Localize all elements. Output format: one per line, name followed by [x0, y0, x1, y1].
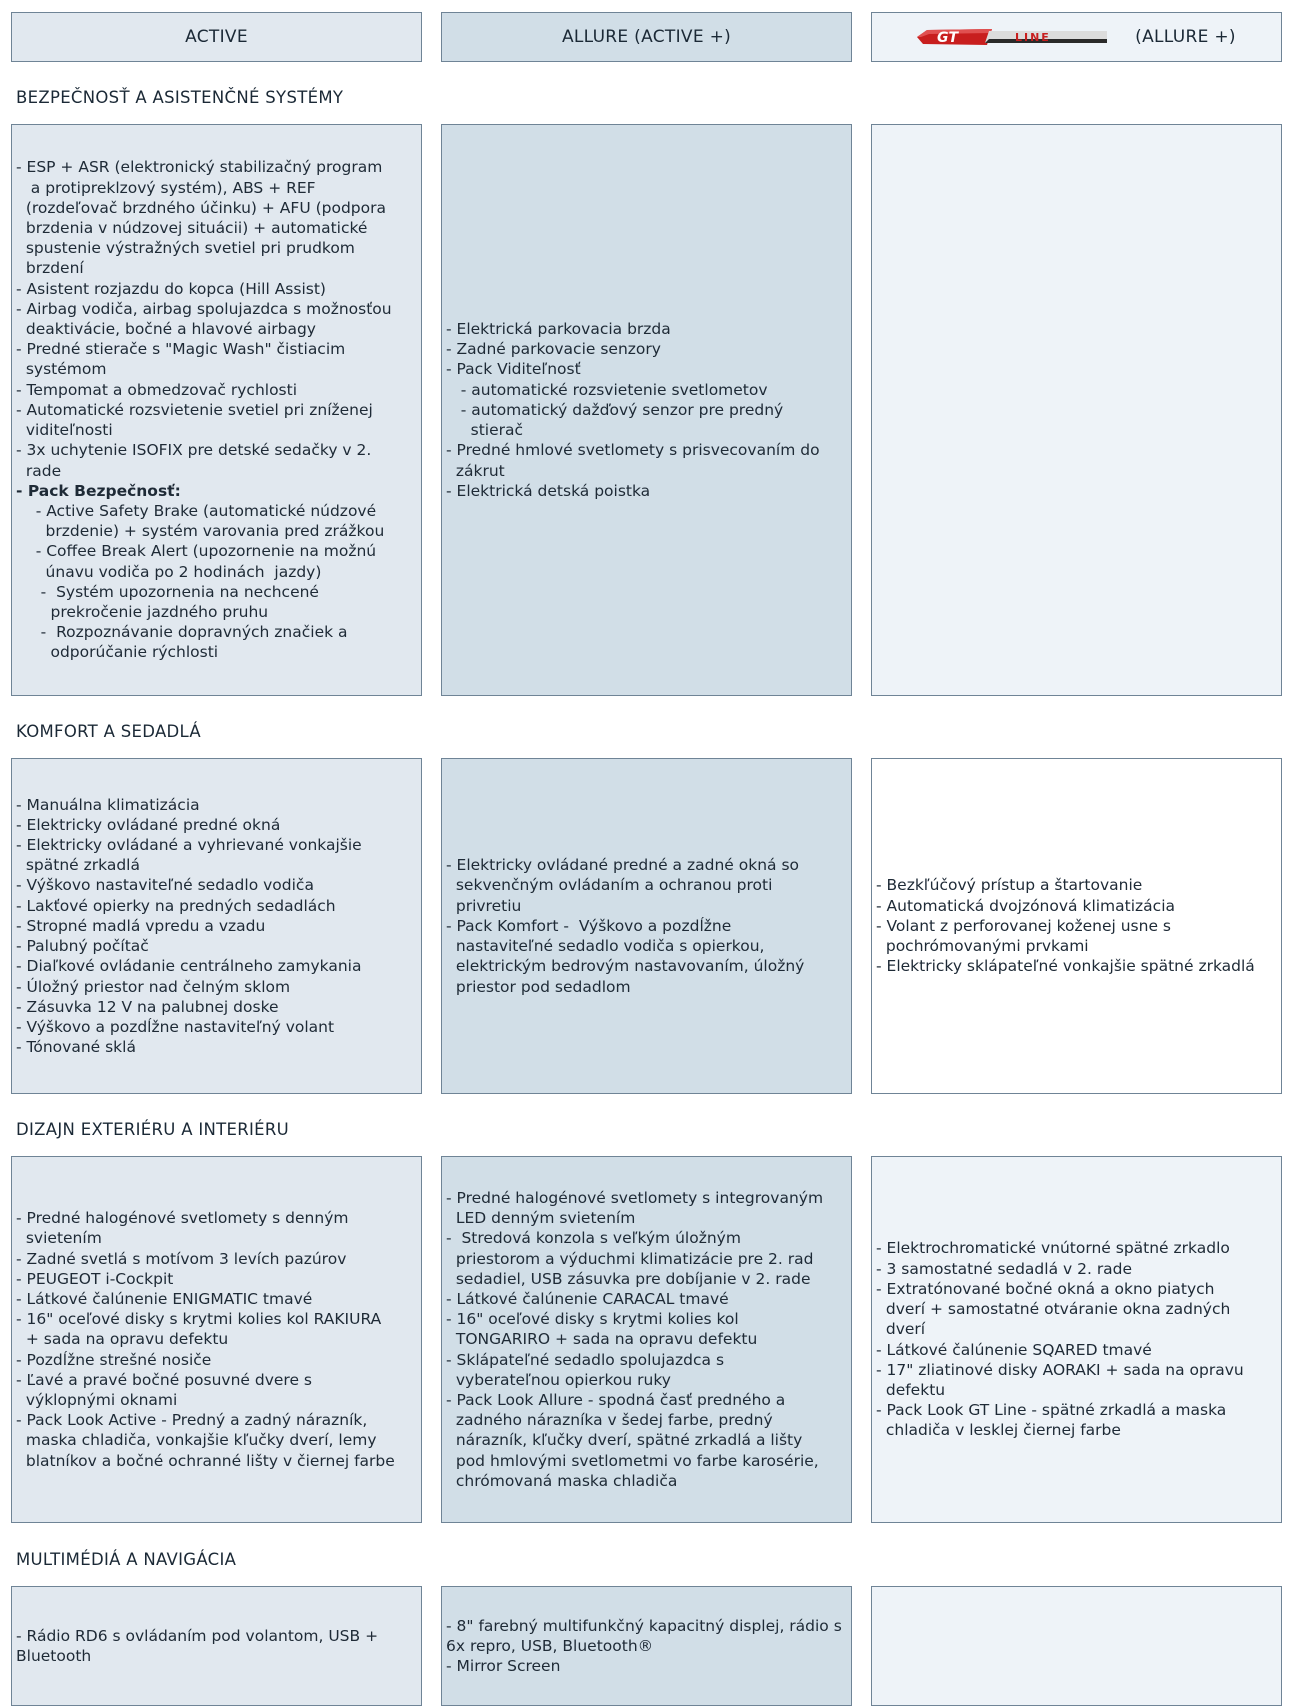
feature-line: - automatické rozsvietenie svetlometov: [446, 380, 768, 399]
safety-allure-cell: [441, 124, 852, 696]
feature-line: (rozdeľovač brzdného účinku) + AFU (podpora: [16, 198, 387, 217]
feature-line: sedadiel, USB zásuvka pre dobíjanie v 2. rade: [446, 1269, 811, 1288]
feature-line: - Rádio RD6 s ovládaním pod volantom, USB +: [16, 1626, 379, 1645]
feature-line: - Výškovo nastaviteľné sedadlo vodiča: [16, 876, 314, 895]
feature-line: - Sklápateľné sedadlo spolujazdca s: [446, 1350, 725, 1369]
feature-line: - Stropné madlá vpredu a vzadu: [16, 916, 266, 935]
column-header-allure: [441, 12, 852, 62]
feature-line: - Zásuvka 12 V na palubnej doske: [16, 997, 279, 1016]
section-title-design: DIZAJN EXTERIÉRU A INTERIÉRU: [16, 1120, 290, 1139]
feature-line: - Tónované sklá: [16, 1038, 136, 1057]
feature-line: - Elektricky ovládané predné a zadné okná so: [446, 856, 800, 875]
svg-text:GT: GT: [937, 30, 959, 46]
multimedia-allure-cell: [441, 1586, 852, 1706]
feature-line: - Automatická dvojzónová klimatizácia: [876, 896, 1175, 915]
feature-line: priestorom a výduchmi klimatizácie pre 2. rad: [446, 1249, 814, 1268]
feature-line: pod hmlovými svetlometmi vo farbe karosérie,: [446, 1451, 819, 1470]
feature-line: TONGARIRO + sada na opravu defektu: [446, 1330, 758, 1349]
feature-line: zákrut: [446, 461, 505, 480]
feature-line: defektu: [876, 1380, 946, 1399]
svg-text:LINE: LINE: [1015, 31, 1051, 44]
feature-line: spustenie výstražných svetiel pri prudkom: [16, 239, 355, 258]
feature-line: zadného nárazníka v šedej farbe, predný: [446, 1411, 773, 1430]
feature-line: elektrickým bedrovým nastavovaním, úložný: [446, 957, 805, 976]
feature-line: - Úložný priestor nad čelným sklom: [16, 977, 291, 996]
feature-line: nastaviteľné sedadlo vodiča s opierkou,: [446, 937, 765, 956]
multimedia-active-cell: [11, 1586, 422, 1706]
feature-line: priestor pod sedadlom: [446, 977, 631, 996]
multimedia-gt-cell: [871, 1586, 1282, 1706]
feature-line: - Elektrochromatické vnútorné spätné zrkadlo: [876, 1239, 1230, 1258]
column-header-gt-line: [871, 12, 1282, 62]
feature-line: - Diaľkové ovládanie centrálneho zamykania: [16, 957, 362, 976]
feature-line: - Manuálna klimatizácia: [16, 795, 200, 814]
feature-line: - Predné halogénové svetlomety s denným: [16, 1209, 349, 1228]
feature-line: - Predné stierače s "Magic Wash" čistiacim: [16, 340, 346, 359]
feature-line: vyberateľnou opierkou ruky: [446, 1370, 671, 1389]
section-title-safety: BEZPEČNOSŤ A ASISTENČNÉ SYSTÉMY: [16, 88, 344, 107]
feature-line: - PEUGEOT i-Cockpit: [16, 1269, 174, 1288]
feature-line: privretiu: [446, 896, 522, 915]
feature-line: - Predné hmlové svetlomety s prisvecovaním do: [446, 441, 820, 460]
feature-line: - Tempomat a obmedzovač rychlosti: [16, 380, 298, 399]
feature-line: sekvenčným ovládaním a ochranou proti: [446, 876, 773, 895]
feature-line: maska chladiča, vonkajšie kľučky dverí, lemy: [16, 1431, 377, 1450]
feature-line: - 16" oceľové disky s krytmi kolies kol RAKIURA: [16, 1310, 382, 1329]
feature-line: - Automatické rozsvietenie svetiel pri zníženej: [16, 400, 373, 419]
feature-line: - Systém upozornenia na nechcené: [16, 582, 319, 601]
feature-line: - Elektricky ovládané a vyhrievané vonkajšie: [16, 836, 362, 855]
feature-line: deaktivácie, bočné a hlavové airbagy: [16, 320, 316, 339]
feature-line: únavu vodiča po 2 hodinách jazdy): [16, 562, 322, 581]
feature-line: - Pack Look Active - Predný a zadný nárazník,: [16, 1411, 368, 1430]
comfort-gt-cell: [871, 758, 1282, 1094]
column-header-allure-label: ALLURE (ACTIVE +): [561, 27, 732, 47]
feature-line: 6x repro, USB, Bluetooth®: [446, 1636, 654, 1655]
feature-line: a protipreklzový systém), ABS + REF: [16, 178, 316, 197]
section-title-comfort: KOMFORT A SEDADLÁ: [16, 722, 202, 741]
feature-line: - Stredová konzola s veľkým úložným: [446, 1229, 741, 1248]
feature-line: svietením: [16, 1229, 102, 1248]
feature-line: pochrómovanými prvkami: [876, 937, 1089, 956]
column-header-active: [11, 12, 422, 62]
feature-line: - Volant z perforovanej koženej usne s: [876, 916, 1171, 935]
feature-line: - Látkové čalúnenie CARACAL tmavé: [446, 1289, 729, 1308]
feature-line: - Látkové čalúnenie SQARED tmavé: [876, 1340, 1152, 1359]
feature-line: - Výškovo a pozdĺžne nastaviteľný volant: [16, 1017, 335, 1036]
feature-line: brzdenie) + systém varovania pred zrážkou: [16, 522, 385, 541]
feature-line: stierač: [446, 421, 524, 440]
feature-line: - Elektrická detská poistka: [446, 481, 651, 500]
feature-line: - Airbag vodiča, airbag spolujazdca s možnosťou: [16, 299, 392, 318]
feature-line: - ESP + ASR (elektronický stabilizačný program: [16, 158, 383, 177]
feature-line: - 8" farebný multifunkčný kapacitný displej, rádio s: [446, 1616, 842, 1635]
feature-line: - Zadné parkovacie senzory: [446, 340, 661, 359]
column-header-gt-suffix: (ALLURE +): [1135, 27, 1236, 47]
feature-line: - Zadné svetlá s motívom 3 levích pazúrov: [16, 1249, 347, 1268]
feature-line: - Elektricky ovládané predné okná: [16, 815, 281, 834]
feature-line: - Pack Look GT Line - spätné zrkadlá a maska: [876, 1401, 1227, 1420]
feature-line: - Pack Bezpečnosť:: [16, 481, 181, 500]
feature-line: - automatický dažďový senzor pre predný: [446, 400, 784, 419]
feature-line: - Palubný počítač: [16, 937, 149, 956]
comfort-active-cell: [11, 758, 422, 1094]
section-title-multimedia: MULTIMÉDIÁ A NAVIGÁCIA: [16, 1550, 237, 1569]
feature-line: - Mirror Screen: [446, 1657, 561, 1676]
feature-line: LED denným svietením: [446, 1209, 636, 1228]
feature-line: - Elektricky sklápateľné vonkajšie spätné zrkadlá: [876, 957, 1255, 976]
feature-line: - Látkové čalúnenie ENIGMATIC tmavé: [16, 1289, 313, 1308]
feature-line: - 3x uchytenie ISOFIX pre detské sedačky v 2.: [16, 441, 372, 460]
feature-line: - 17" zliatinové disky AORAKI + sada na opravu: [876, 1360, 1244, 1379]
feature-line: viditeľnosti: [16, 421, 113, 440]
gt-line-logo: [917, 27, 1107, 47]
feature-line: Bluetooth: [16, 1647, 92, 1665]
feature-line: nárazník, kľučky dverí, spätné zrkadlá a lišty: [446, 1431, 803, 1450]
feature-line: dverí + samostatné otváranie okna zadných: [876, 1300, 1231, 1319]
feature-line: odporúčanie rýchlosti: [16, 643, 219, 662]
feature-line: - Pack Komfort - Výškovo a pozdĺžne: [446, 916, 732, 935]
feature-line: - 16" oceľové disky s krytmi kolies kol: [446, 1310, 739, 1329]
feature-line: - Lakťové opierky na predných sedadlách: [16, 896, 336, 915]
feature-line: - Elektrická parkovacia brzda: [446, 320, 671, 339]
feature-line: - Active Safety Brake (automatické núdzové: [16, 501, 377, 520]
feature-line: - Pack Look Allure - spodná časť predného a: [446, 1391, 786, 1409]
feature-line: rade: [16, 461, 62, 480]
feature-line: brzdení: [16, 259, 84, 278]
design-active-cell: [11, 1156, 422, 1523]
feature-line: - Coffee Break Alert (upozornenie na možnú: [16, 542, 377, 561]
feature-line: blatníkov a bočné ochranné lišty v čiernej farbe: [16, 1451, 395, 1470]
feature-line: - Asistent rozjazdu do kopca (Hill Assist): [16, 279, 326, 298]
feature-line: chrómovaná maska chladiča: [446, 1471, 678, 1490]
feature-line: - 3 samostatné sedadlá v 2. rade: [876, 1259, 1133, 1278]
feature-line: - Extratónované bočné okná a okno piatych: [876, 1279, 1215, 1298]
feature-line: chladiča v lesklej čiernej farbe: [876, 1421, 1121, 1440]
feature-line: + sada na opravu defektu: [16, 1330, 229, 1349]
feature-line: brzdenia v núdzovej situácii) + automatické: [16, 219, 368, 238]
comfort-allure-cell: [441, 758, 852, 1094]
safety-active-cell: [11, 124, 422, 696]
feature-line: - Ľavé a pravé bočné posuvné dvere s: [16, 1370, 312, 1389]
feature-line: - Rozpoznávanie dopravných značiek a: [16, 623, 348, 642]
feature-line: - Pozdĺžne strešné nosiče: [16, 1350, 212, 1369]
feature-line: systémom: [16, 360, 107, 379]
feature-line: - Pack Viditeľnosť: [446, 360, 581, 379]
feature-line: prekročenie jazdného pruhu: [16, 602, 269, 621]
feature-line: výklopnými oknami: [16, 1391, 178, 1409]
feature-line: - Bezkľúčový prístup a štartovanie: [876, 876, 1143, 895]
feature-line: spätné zrkadlá: [16, 856, 140, 875]
feature-line: - Predné halogénové svetlomety s integrovaným: [446, 1188, 824, 1207]
design-gt-cell: [871, 1156, 1282, 1523]
design-allure-cell: [441, 1156, 852, 1523]
feature-line: dverí: [876, 1320, 926, 1339]
column-header-active-label: ACTIVE: [185, 27, 248, 47]
safety-gt-cell: [871, 124, 1282, 696]
